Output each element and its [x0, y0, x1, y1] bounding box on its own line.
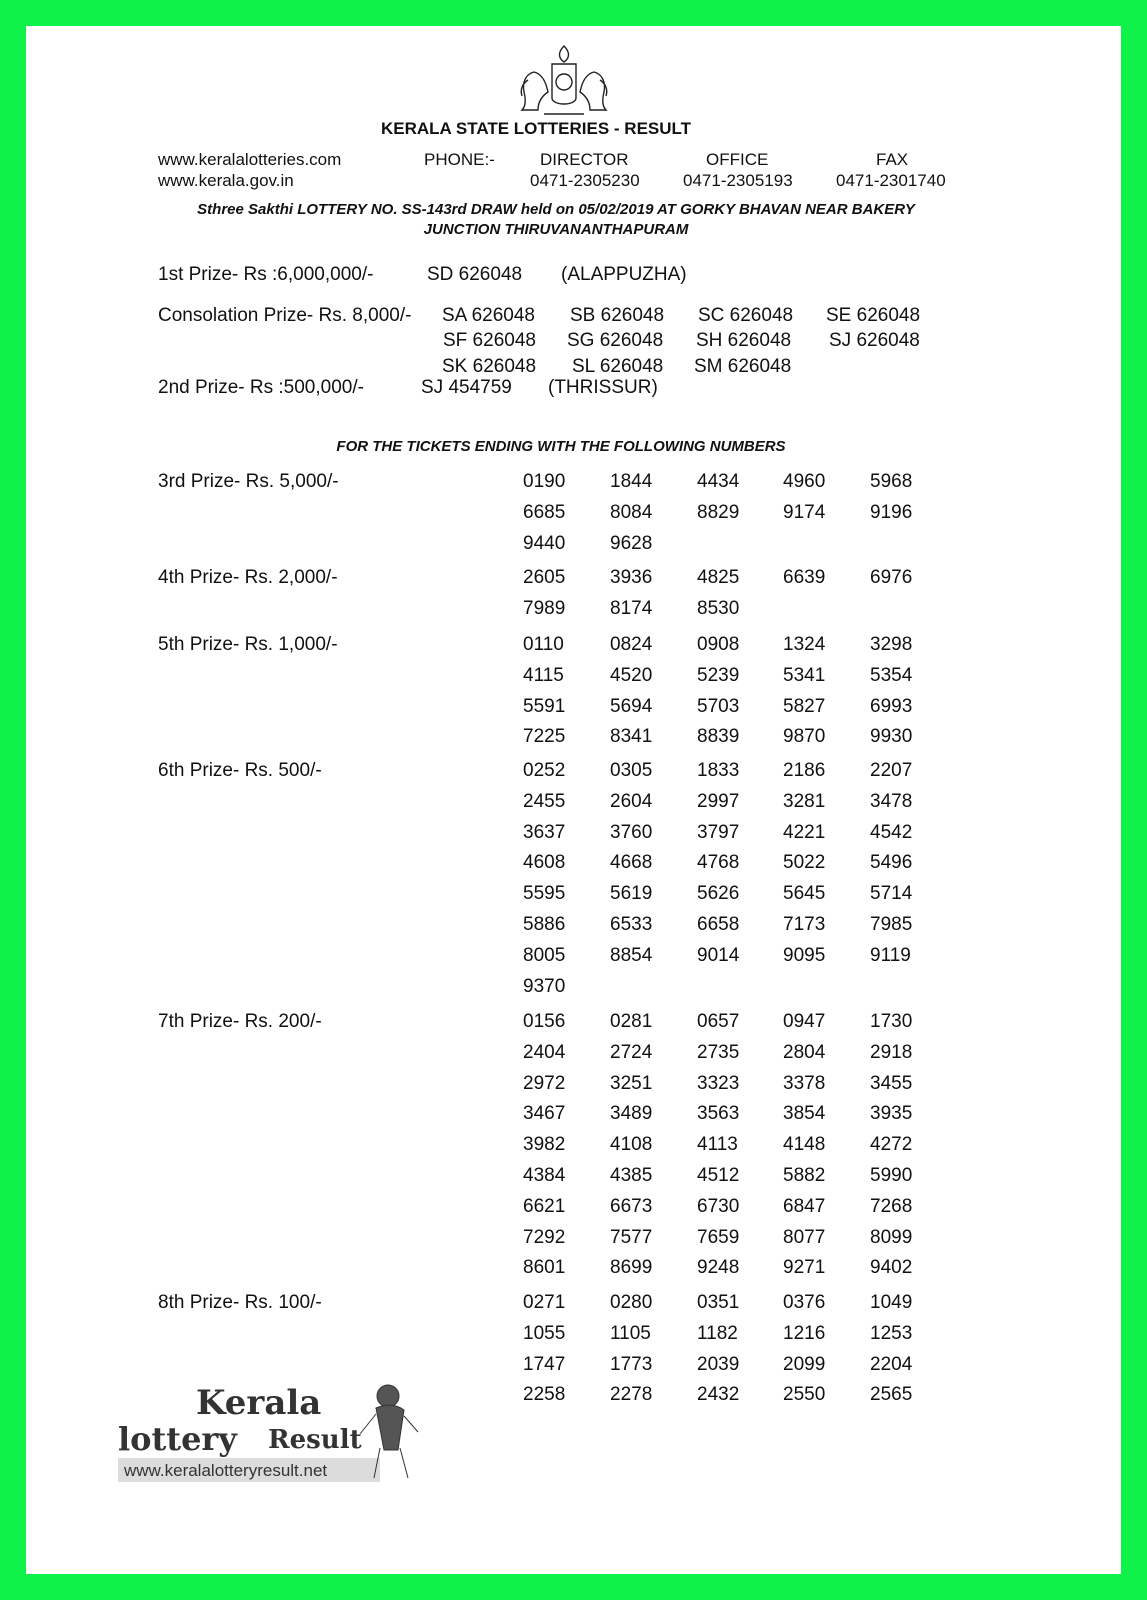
winning-number: 4512 [697, 1165, 740, 1186]
winning-number: 3982 [523, 1134, 566, 1156]
consolation-ticket: SJ 626048 [829, 330, 920, 351]
winning-number: 3936 [610, 567, 653, 588]
winning-number: 2804 [783, 1041, 826, 1063]
winning-number: 1105 [610, 1322, 651, 1344]
winning-number: 2186 [783, 760, 826, 781]
winning-number: 8077 [783, 1226, 826, 1248]
winning-number: 4542 [870, 821, 913, 843]
prize-label: 3rd Prize- Rs. 5,000/- [158, 471, 339, 492]
winning-number: 4385 [610, 1165, 653, 1186]
winning-number: 2258 [523, 1384, 566, 1406]
winning-number: 3298 [870, 634, 913, 655]
watermark-graphic [118, 1378, 438, 1508]
winning-number: 4825 [697, 567, 740, 588]
winning-number: 8099 [870, 1226, 913, 1248]
page-title: KERALA STATE LOTTERIES - RESULT [380, 119, 692, 138]
winning-number: 4115 [523, 664, 564, 686]
winning-number: 3281 [783, 790, 826, 812]
winning-number: 2997 [697, 790, 740, 812]
first-prize-place: (ALAPPUZHA) [561, 264, 687, 285]
kerala-emblem-icon [514, 42, 614, 118]
winning-number: 0908 [697, 634, 740, 655]
winning-number: 9014 [697, 944, 740, 966]
winning-number: 1253 [870, 1322, 913, 1344]
winning-number: 0110 [523, 634, 564, 655]
winning-number: 3251 [610, 1072, 653, 1094]
winning-number: 8530 [697, 597, 740, 619]
winning-number: 2972 [523, 1072, 566, 1094]
winning-number: 5990 [870, 1165, 913, 1186]
winning-number: 6976 [870, 567, 913, 588]
winning-number: 0824 [610, 634, 653, 655]
winning-number: 9271 [783, 1257, 826, 1279]
winning-number: 7225 [523, 726, 566, 748]
second-prize-ticket: SJ 454759 [421, 377, 512, 398]
fax-label: FAX [876, 150, 909, 169]
winning-number: 1747 [523, 1353, 566, 1375]
second-prize-label: 2nd Prize- Rs :500,000/- [158, 377, 364, 398]
fax-number: 0471-2301740 [836, 171, 946, 190]
winning-number: 6658 [697, 914, 740, 935]
winning-number: 9248 [697, 1257, 740, 1279]
winning-number: 3760 [610, 821, 653, 843]
director-label: DIRECTOR [540, 150, 629, 169]
winning-number: 3797 [697, 821, 740, 843]
svg-text:www.keralalotteryresult.net: www.keralalotteryresult.net [124, 1461, 328, 1480]
winning-number: 7659 [697, 1226, 740, 1248]
winning-number: 9370 [523, 975, 566, 997]
winning-number: 6685 [523, 501, 566, 523]
winning-number: 4113 [697, 1134, 738, 1156]
consolation-ticket: SM 626048 [694, 356, 792, 377]
winning-number: 1773 [610, 1353, 653, 1375]
consolation-ticket: SL 626048 [572, 356, 664, 377]
winning-number: 1182 [697, 1322, 738, 1344]
winning-number: 1730 [870, 1011, 913, 1032]
winning-number: 2735 [697, 1041, 740, 1063]
prize-label: 7th Prize- Rs. 200/- [158, 1011, 322, 1032]
consolation-ticket: SB 626048 [570, 305, 665, 326]
winning-number: 7985 [870, 914, 913, 935]
winning-number: 8601 [523, 1257, 566, 1279]
winning-number: 9174 [783, 501, 826, 523]
winning-number: 3378 [783, 1072, 826, 1094]
winning-number: 4520 [610, 664, 653, 686]
result-sheet [26, 26, 1121, 1574]
winning-number: 2565 [870, 1384, 913, 1406]
winning-number: 2455 [523, 790, 566, 812]
winning-number: 0376 [783, 1292, 826, 1313]
svg-text:Result: Result [268, 1425, 362, 1455]
svg-text:lottery: lottery [118, 1420, 237, 1458]
winning-number: 8084 [610, 501, 653, 523]
winning-number: 7173 [783, 914, 826, 935]
winning-number: 8174 [610, 597, 653, 619]
winning-number: 1833 [697, 760, 740, 781]
winning-number: 5886 [523, 914, 566, 935]
first-prize-label: 1st Prize- Rs :6,000,000/- [158, 264, 374, 285]
winning-number: 3935 [870, 1103, 913, 1125]
winning-number: 0190 [523, 471, 566, 492]
winning-number: 6993 [870, 695, 913, 717]
website-link-primary[interactable]: www.keralalotteries.com [158, 150, 342, 169]
winning-number: 5645 [783, 883, 826, 905]
consolation-ticket: SE 626048 [826, 305, 921, 326]
winning-number: 2204 [870, 1353, 913, 1375]
winning-number: 9440 [523, 532, 566, 554]
winning-number: 9930 [870, 726, 913, 748]
prize-label: 5th Prize- Rs. 1,000/- [158, 634, 338, 655]
consolation-prize-label: Consolation Prize- Rs. 8,000/- [158, 305, 412, 326]
winning-number: 4148 [783, 1134, 826, 1156]
winning-number: 4272 [870, 1134, 913, 1156]
winning-number: 5882 [783, 1165, 826, 1186]
winning-number: 5694 [610, 695, 653, 717]
winning-number: 1844 [610, 471, 653, 492]
winning-number: 9628 [610, 532, 653, 554]
winning-number: 3489 [610, 1103, 653, 1125]
winning-number: 2918 [870, 1041, 913, 1063]
winning-number: 6639 [783, 567, 826, 588]
winning-number: 0657 [697, 1011, 740, 1032]
winning-number: 5496 [870, 852, 913, 874]
winning-number: 8699 [610, 1257, 653, 1279]
winning-number: 4668 [610, 852, 653, 874]
winning-number: 2432 [697, 1384, 740, 1406]
winning-number: 0351 [697, 1292, 740, 1313]
winning-number: 3854 [783, 1103, 826, 1125]
second-prize-place: (THRISSUR) [548, 377, 658, 398]
kerala-lottery-result-logo [118, 1378, 438, 1508]
winning-number: 0305 [610, 760, 653, 781]
draw-info-line2: JUNCTION THIRUVANANTHAPURAM [423, 221, 689, 238]
winning-number: 3455 [870, 1072, 913, 1094]
svg-text:Kerala: Kerala [196, 1383, 322, 1423]
winning-number: 3467 [523, 1103, 566, 1125]
winning-number: 9196 [870, 501, 913, 523]
winning-number: 6847 [783, 1195, 826, 1217]
winning-number: 2605 [523, 567, 566, 588]
winning-number: 5341 [783, 664, 826, 686]
winning-number: 5591 [523, 695, 566, 717]
winning-number: 7292 [523, 1226, 566, 1248]
winning-number: 7989 [523, 597, 566, 619]
winning-number: 4221 [783, 821, 826, 843]
first-prize-ticket: SD 626048 [427, 264, 523, 285]
website-link-secondary[interactable]: www.kerala.gov.in [158, 171, 294, 190]
winning-number: 0271 [523, 1292, 566, 1313]
winning-number: 8829 [697, 501, 740, 523]
winning-number: 0947 [783, 1011, 826, 1032]
office-label: OFFICE [706, 150, 769, 169]
winning-number: 9095 [783, 944, 826, 966]
winning-number: 1049 [870, 1292, 913, 1313]
winning-number: 2550 [783, 1384, 826, 1406]
winning-number: 8005 [523, 944, 566, 966]
director-phone: 0471-2305230 [530, 171, 640, 190]
winning-number: 1055 [523, 1322, 566, 1344]
winning-number: 2207 [870, 760, 913, 781]
winning-number: 9119 [870, 944, 911, 966]
winning-number: 8854 [610, 944, 653, 966]
winning-number: 2278 [610, 1384, 653, 1406]
winning-number: 2099 [783, 1353, 826, 1375]
winning-number: 9402 [870, 1257, 913, 1279]
winning-number: 5239 [697, 664, 740, 686]
winning-number: 5626 [697, 883, 740, 905]
consolation-ticket: SG 626048 [567, 330, 664, 351]
winning-number: 0280 [610, 1292, 653, 1313]
winning-number: 7268 [870, 1195, 913, 1217]
winning-number: 4108 [610, 1134, 653, 1156]
winning-number: 2724 [610, 1041, 653, 1063]
winning-number: 5354 [870, 664, 913, 686]
winning-number: 9870 [783, 726, 826, 748]
winning-number: 3478 [870, 790, 913, 812]
winning-number: 8341 [610, 726, 653, 748]
consolation-ticket: SF 626048 [443, 330, 536, 351]
winning-number: 2039 [697, 1353, 740, 1375]
consolation-ticket: SC 626048 [698, 305, 794, 326]
phone-label: PHONE:- [424, 150, 495, 169]
winning-number: 3323 [697, 1072, 740, 1094]
consolation-ticket: SA 626048 [442, 305, 535, 326]
winning-number: 6533 [610, 914, 653, 935]
winning-number: 6621 [523, 1195, 566, 1217]
winning-number: 6673 [610, 1195, 653, 1217]
endings-heading: FOR THE TICKETS ENDING WITH THE FOLLOWING NUMBERS [336, 438, 786, 455]
winning-number: 1324 [783, 634, 826, 655]
winning-number: 5827 [783, 695, 826, 717]
prize-label: 8th Prize- Rs. 100/- [158, 1292, 322, 1313]
winning-number: 4768 [697, 852, 740, 874]
winning-number: 0281 [610, 1011, 653, 1032]
winning-number: 4960 [783, 471, 826, 492]
winning-number: 8839 [697, 726, 740, 748]
winning-number: 5022 [783, 852, 826, 874]
prize-label: 4th Prize- Rs. 2,000/- [158, 567, 338, 588]
winning-number: 5714 [870, 883, 913, 905]
winning-number: 3563 [697, 1103, 740, 1125]
prize-label: 6th Prize- Rs. 500/- [158, 760, 322, 781]
office-phone: 0471-2305193 [683, 171, 793, 190]
winning-number: 4434 [697, 471, 740, 492]
winning-number: 3637 [523, 821, 566, 843]
winning-number: 2404 [523, 1041, 566, 1063]
consolation-ticket: SH 626048 [696, 330, 792, 351]
winning-number: 7577 [610, 1226, 653, 1248]
winning-number: 6730 [697, 1195, 740, 1217]
winning-number: 5968 [870, 471, 913, 492]
winning-number: 5703 [697, 695, 740, 717]
winning-number: 4384 [523, 1165, 566, 1186]
winning-number: 0252 [523, 760, 566, 781]
consolation-ticket: SK 626048 [442, 356, 537, 377]
winning-number: 1216 [783, 1322, 826, 1344]
winning-number: 0156 [523, 1011, 566, 1032]
draw-info-line1: Sthree Sakthi LOTTERY NO. SS-143rd DRAW held on 05/02/2019 AT GORKY BHAVAN NEAR BAKERY [197, 201, 915, 218]
winning-number: 5595 [523, 883, 566, 905]
winning-number: 2604 [610, 790, 653, 812]
winning-number: 4608 [523, 852, 566, 874]
winning-number: 5619 [610, 883, 653, 905]
